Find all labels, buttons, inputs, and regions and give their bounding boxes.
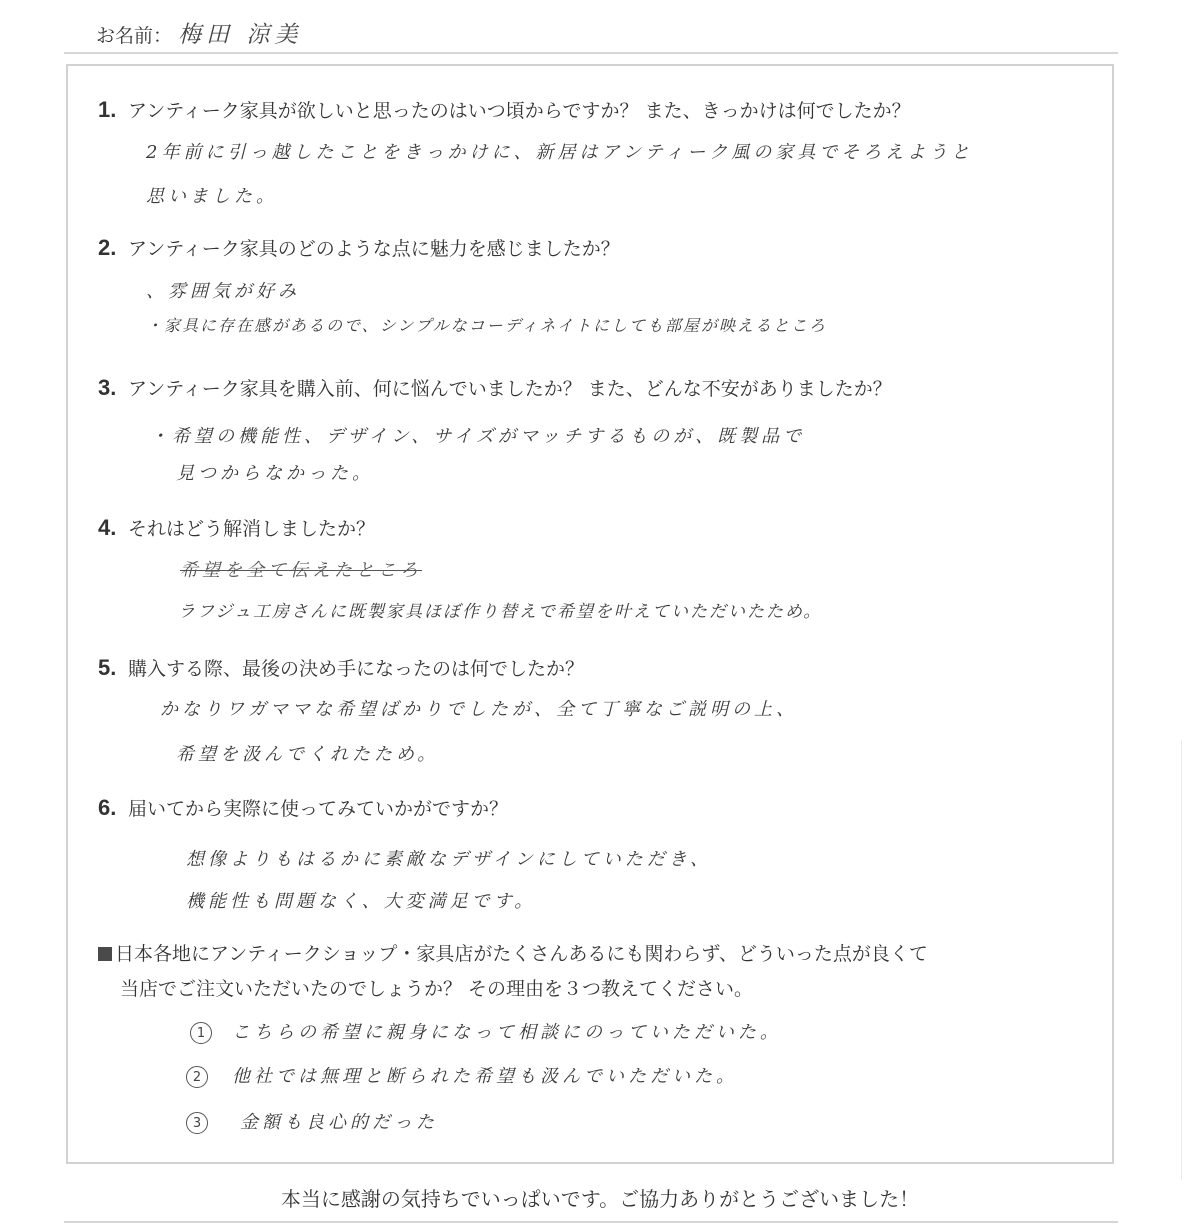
answer-2-line-1: 、雰囲気が好み — [146, 281, 300, 302]
name-value: 梅田 涼美 — [178, 22, 303, 48]
question-number: 1. — [98, 97, 117, 122]
answer-6-line-2: 機能性も問題なく、大変満足です。 — [186, 891, 537, 912]
question-text: アンティーク家具が欲しいと思ったのはいつ頃からですか？ また、きっかけは何でしたか？ — [128, 100, 911, 122]
question-1 — [98, 96, 911, 123]
reason-1: こちらの希望に親身になって相談にのっていただいた。 — [232, 1022, 782, 1043]
question-text: アンティーク家具を購入前、何に悩んでいましたか？ また、どんな不安がありましたか？ — [128, 378, 892, 400]
answer-6-line-1: 想像よりもはるかに素敵なデザインにしていただき、 — [186, 849, 713, 870]
answer-3-line-2: 見つからなかった。 — [176, 463, 374, 484]
question-3 — [98, 374, 892, 401]
question-text: それはどう解消しましたか？ — [128, 518, 376, 540]
question-4 — [98, 514, 375, 541]
thank-you-footer: 本当に感謝の気持ちでいっぱいです。ご協力ありがとうございました！ — [280, 1187, 920, 1211]
question-number: 4. — [98, 515, 117, 540]
page-edge-line — [1181, 740, 1182, 1180]
circled-number-3: 3 — [186, 1112, 208, 1134]
answer-1-line-2: 思いました。 — [146, 186, 278, 207]
question-6 — [98, 794, 508, 821]
question-number: 6. — [98, 795, 117, 820]
note-text-1: 日本各地にアンティークショップ・家具店がたくさんあるにも関わらず、どういった点が良くて — [115, 943, 928, 965]
circled-number-2: 2 — [186, 1066, 208, 1088]
question-text: 購入する際、最後の決め手になったのは何でしたか？ — [128, 658, 585, 680]
bottom-divider — [64, 1221, 1118, 1223]
note-line-1 — [98, 939, 928, 966]
answer-3-line-1: ・希望の機能性、デザイン、サイズがマッチするものが、既製品で — [150, 426, 806, 447]
name-line — [96, 16, 302, 49]
answer-5-line-2: 希望を汲んでくれたため。 — [176, 744, 440, 765]
answer-4-line-2: ラフジュ工房さんに既製家具ほぼ作り替えで希望を叶えていただいたため。 — [178, 602, 823, 622]
answer-5-line-1: かなりワガママな希望ばかりでしたが、全て丁寧なご説明の上、 — [160, 699, 798, 720]
note-line-2: 当店でご注文いただいたのでしょうか？ その理由を３つ教えてください。 — [120, 978, 754, 1000]
reason-2: 他社では無理と断られた希望も汲んでいただいた。 — [232, 1066, 738, 1087]
question-number: 5. — [98, 655, 117, 680]
black-square-icon — [98, 947, 112, 961]
answer-1-line-1: 2年前に引っ越したことをきっかけに、新居はアンティーク風の家具でそろえようと — [146, 142, 974, 163]
name-divider — [64, 52, 1118, 54]
question-number: 2. — [98, 235, 117, 260]
name-label: お名前： — [96, 25, 173, 47]
question-2 — [98, 234, 620, 261]
answer-4-struck-line: 希望を全て伝えたところ — [180, 560, 422, 581]
question-text: アンティーク家具のどのような点に魅力を感じましたか？ — [128, 238, 620, 260]
answer-2-line-2: ・家具に存在感があるので、シンプルなコーディネイトにしても部屋が映えるところ — [146, 316, 828, 335]
question-5 — [98, 654, 584, 681]
circled-number-1: 1 — [190, 1022, 212, 1044]
question-text: 届いてから実際に使ってみていかがですか？ — [128, 798, 509, 820]
question-number: 3. — [98, 375, 117, 400]
reason-3: 金額も良心的だった — [240, 1112, 438, 1133]
